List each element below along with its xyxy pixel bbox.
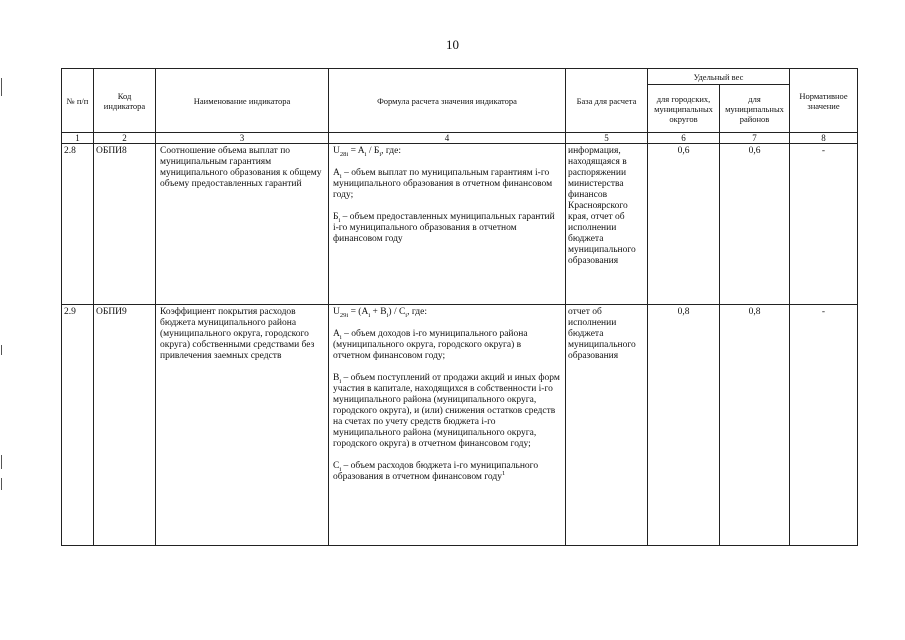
indicators-table	[61, 68, 858, 546]
column-number: 4	[329, 133, 566, 144]
row-norm: -	[790, 305, 858, 546]
row-name: Соотношение объема выплат по муниципальным гарантиям муниципального образования к общему объему предоставленных гарантий	[156, 144, 329, 305]
formula-main: $U_{29i} = (A_i + B_i) / C_i$, где:	[333, 307, 427, 319]
footnote-mark: 1	[502, 469, 506, 477]
header-code: Код индикатора	[94, 69, 156, 133]
margin-mark-middle	[1, 345, 2, 355]
column-number: 2	[94, 133, 156, 144]
row-name: Коэффициент покрытия расходов бюджета муниципального района (муниципального округа, городского округа) собственными средствами без привлечения заемных средств	[156, 305, 329, 546]
header-name: Наименование индикатора	[156, 69, 329, 133]
header-base: База для расчета	[566, 69, 648, 133]
margin-mark-bottom	[1, 478, 2, 490]
page-number: 10	[446, 37, 459, 52]
formula-var-a: $A_i$ – объем выплат по муниципальным гарантиям i-го муниципального образования в отчетном финансовом году;	[333, 168, 553, 200]
header-num: № п/п	[62, 69, 94, 133]
formula-main: $U_{28i} = A_i / Б_i$, где:	[333, 146, 401, 158]
column-number: 6	[648, 133, 720, 144]
column-number: 5	[566, 133, 648, 144]
formula-var-b: $B_i$ – объем поступлений от продажи акций и иных форм участия в капитале, находящихся в собственности i-го муниципального района (муниципального округа, городского округа), и (или) снижения остатков средств на счетах по учету средств бюджета i-го муниципального района (муниципального округа, городского округа) в отчетном финансовом году;	[333, 373, 560, 449]
column-number: 3	[156, 133, 329, 144]
row-norm: -	[790, 144, 858, 305]
row-weight-district: 0,8	[720, 305, 790, 546]
formula-var-b: $Б_i$ – объем предоставленных муниципальных гарантий i-го муниципального образования в отчетном финансовом году	[333, 212, 555, 244]
margin-mark-lower	[1, 455, 2, 469]
column-number: 7	[720, 133, 790, 144]
formula-var-c: $C_i$ – объем расходов бюджета i-го муниципального образования в отчетном финансовом году$^1$	[333, 461, 539, 482]
row-formula	[329, 144, 566, 305]
formula-var-a: $A_i$ – объем доходов i-го муниципального района (муниципального округа, городского округа) в отчетном финансовом году;	[333, 329, 528, 361]
table-row	[62, 144, 858, 305]
column-number: 8	[790, 133, 858, 144]
table-row	[62, 305, 858, 546]
row-num: 2.8	[62, 144, 94, 305]
margin-mark-top	[1, 78, 2, 96]
row-weight-city: 0,8	[648, 305, 720, 546]
row-base: отчет об исполнении бюджета муниципального образования	[566, 305, 648, 546]
row-formula	[329, 305, 566, 546]
row-num: 2.9	[62, 305, 94, 546]
row-weight-district: 0,6	[720, 144, 790, 305]
row-code: ОБПИ8	[94, 144, 156, 305]
header-formula: Формула расчета значения индикатора	[329, 69, 566, 133]
header-weight-city: для городских, муниципальных округов	[648, 85, 720, 133]
header-weight-group: Удельный вес	[648, 69, 790, 85]
header-weight-district: для муниципальных районов	[720, 85, 790, 133]
column-number: 1	[62, 133, 94, 144]
row-code: ОБПИ9	[94, 305, 156, 546]
row-weight-city: 0,6	[648, 144, 720, 305]
header-norm: Нормативное значение	[790, 69, 858, 133]
row-base: информация, находящаяся в распоряжении министерства финансов Красноярского края, отчет об исполнении бюджета муниципального образования	[566, 144, 648, 305]
